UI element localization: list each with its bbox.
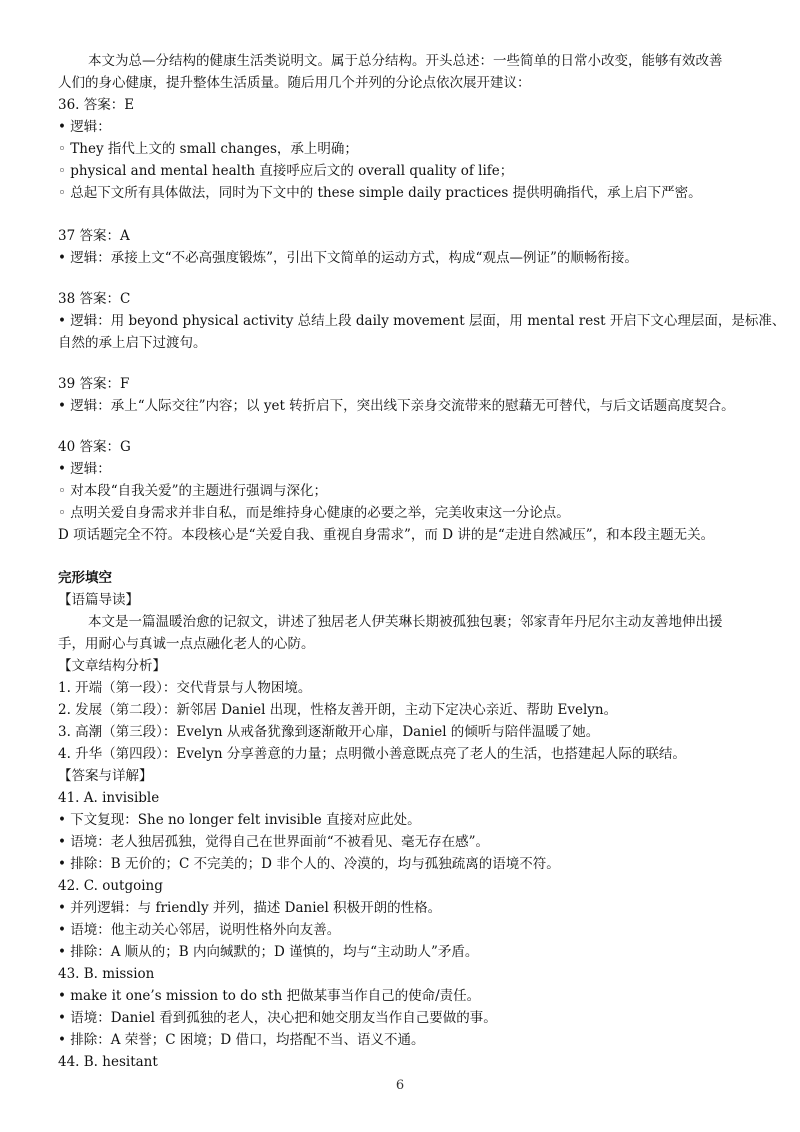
q43-line-2: • 语境：Daniel 看到孤独的老人，决心把和她交朋友当作自己要做的事。	[58, 1010, 497, 1026]
q43-line-1: • make it one’s mission to do sth 把做某事当作自己的使命/责任。	[58, 988, 481, 1004]
q40-logic: • 逻辑：	[58, 461, 111, 477]
q42-line-3: • 排除：A 顺从的；B 内向缄默的；D 谨慎的，均与“主动助人”矛盾。	[58, 944, 479, 960]
q37-logic: • 逻辑：承接上文“不必高强度锻炼”，引出下文简单的运动方式，构成“观点—例证”的顺畅衔接。	[58, 250, 638, 266]
q39-logic: • 逻辑：承上“人际交往”内容；以 yet 转折启下，突出线下亲身交流带来的慰藉无可替代，与后文话题高度契合。	[58, 398, 735, 414]
q40-point-1: ◦ 对本段“自我关爱”的主题进行强调与深化；	[58, 483, 328, 499]
q40-d-note: D 项话题完全不符。本段核心是“关爱自我、重视自身需求”，而 D 讲的是“走进自然减压”，和本段主题无关。	[58, 527, 715, 543]
q40-answer: 40 答案：G	[58, 439, 131, 455]
q42-line-1: • 并列逻辑：与 friendly 并列，描述 Daniel 积极开朗的性格。	[58, 900, 442, 916]
q41-line-1: • 下文复现：She no longer felt invisible 直接对应此处。	[58, 812, 421, 828]
intro-line-1: 本文为总—分结构的健康生活类说明文。属于总分结构。开头总述：一些简单的日常小改变，能够有效改善	[88, 53, 723, 69]
q36-point-2: ◦ physical and mental health 直接呼应后文的 overall quality of life；	[58, 163, 514, 179]
q39-answer: 39 答案：F	[58, 376, 130, 392]
q36-logic: • 逻辑：	[58, 119, 111, 135]
q41-line-3: • 排除：B 无价的；C 不完美的；D 非个人的、冷漠的，均与孤独疏离的语境不符。	[58, 856, 560, 872]
structure-item-1: 1. 开端（第一段）：交代背景与人物困境。	[58, 680, 312, 696]
structure-item-2: 2. 发展（第二段）：新邻居 Daniel 出现，性格友善开朗，主动下定决心亲近、帮助 Evelyn。	[58, 702, 618, 718]
q38-logic-line-1: • 逻辑：用 beyond physical activity 总结上段 daily movement 层面，用 mental rest 开启下文心理层面，是标准、	[58, 313, 786, 329]
guide-line-1: 本文是一篇温暖治愈的记叙文，讲述了独居老人伊芙琳长期被孤独包裹；邻家青年丹尼尔主动友善地伸出援	[88, 614, 723, 630]
q42-answer: 42. C. outgoing	[58, 878, 163, 894]
structure-item-3: 3. 高潮（第三段）：Evelyn 从戒备犹豫到逐渐敞开心扉，Daniel 的倾听与陪伴温暖了她。	[58, 724, 600, 740]
q41-answer: 41. A. invisible	[58, 790, 160, 806]
structure-item-4: 4. 升华（第四段）：Evelyn 分享善意的力量；点明微小善意既点亮了老人的生活，也搭建起人际的联结。	[58, 746, 686, 762]
q36-point-1: ◦ They 指代上文的 small changes，承上明确；	[58, 141, 358, 157]
structure-label: 【文章结构分析】	[58, 658, 166, 674]
q42-line-2: • 语境：他主动关心邻居，说明性格外向友善。	[58, 922, 341, 938]
q37-answer: 37 答案：A	[58, 228, 130, 244]
q38-answer: 38 答案：C	[58, 291, 131, 307]
intro-line-2: 人们的身心健康，提升整体生活质量。随后用几个并列的分论点依次展开建议：	[58, 75, 531, 91]
page-number: 6	[395, 1078, 405, 1093]
q36-answer: 36. 答案：E	[58, 97, 135, 113]
answers-label: 【答案与详解】	[58, 768, 153, 784]
q44-answer: 44. B. hesitant	[58, 1054, 158, 1070]
guide-label: 【语篇导读】	[58, 592, 139, 608]
q36-point-3: ◦ 总起下文所有具体做法，同时为下文中的 these simple daily practices 提供明确指代，承上启下严密。	[58, 185, 702, 201]
q43-line-3: • 排除：A 荣誉；C 困境；D 借口，均搭配不当、语义不通。	[58, 1032, 425, 1048]
q41-line-2: • 语境：老人独居孤独，觉得自己在世界面前“不被看见、毫无存在感”。	[58, 834, 490, 850]
cloze-heading: 完形填空	[58, 570, 112, 586]
guide-line-2: 手，用耐心与真诚一点点融化老人的心防。	[58, 636, 315, 652]
q40-point-2: ◦ 点明关爱自身需求并非自私，而是维持身心健康的必要之举，完美收束这一分论点。	[58, 505, 570, 521]
q38-logic-line-2: 自然的承上启下过渡句。	[58, 335, 207, 351]
q43-answer: 43. B. mission	[58, 966, 155, 982]
